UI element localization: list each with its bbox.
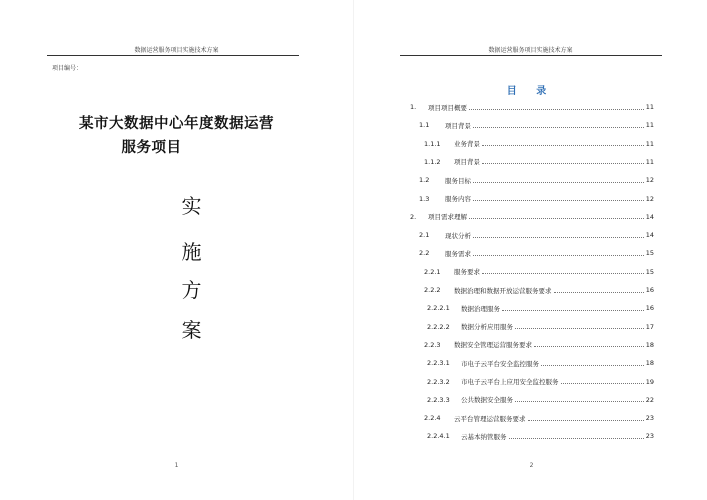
toc-entry[interactable] xyxy=(427,395,654,405)
toc-entry-number: 2.2.3.1 xyxy=(427,359,450,368)
toc-entry-page: 16 xyxy=(645,304,654,313)
toc-leader-dots xyxy=(473,255,644,256)
toc-entry-number: 2.2.2.2 xyxy=(427,322,450,331)
toc-entry-text: 数据分析应用服务 xyxy=(461,323,513,332)
toc-entry-text: 现状分析 xyxy=(445,231,471,240)
page-number: 2 xyxy=(529,462,534,469)
toc-entry-number: 2.2.3.3 xyxy=(427,395,450,404)
toc-entry-text: 云平台管理运营服务要求 xyxy=(454,414,526,423)
toc-entry-page: 11 xyxy=(645,139,654,148)
page-header-title: 数据运营服务项目实施技术方案 xyxy=(488,47,573,54)
toc-entry-page: 12 xyxy=(645,176,654,185)
toc-entry-page: 19 xyxy=(645,377,654,386)
cover-big-char: 实 xyxy=(181,194,202,218)
toc-entry-page: 12 xyxy=(645,194,654,203)
cover-big-char: 方 xyxy=(181,278,202,302)
toc-leader-dots xyxy=(473,127,644,128)
header-rule xyxy=(47,55,299,56)
toc-entry[interactable] xyxy=(410,212,654,222)
toc-entry-number: 2.2.4.1 xyxy=(427,432,450,441)
toc-leader-dots xyxy=(515,401,644,402)
toc-entry-text: 服务要求 xyxy=(454,268,480,277)
toc-entry-page: 23 xyxy=(645,432,654,441)
toc-leader-dots xyxy=(482,273,644,274)
toc-entry-number: 2. xyxy=(410,212,417,221)
toc-entry-number: 2.2.3.2 xyxy=(427,377,450,386)
toc-entry[interactable] xyxy=(424,340,654,350)
toc-entry-text: 项目背景 xyxy=(454,158,480,167)
toc-title: 目 录 xyxy=(506,86,555,97)
toc-entry-number: 1.1 xyxy=(419,121,430,130)
toc-entry-page: 22 xyxy=(645,395,654,404)
toc-entry-page: 17 xyxy=(645,322,654,331)
toc-entry[interactable] xyxy=(419,175,654,185)
toc-entry-page: 15 xyxy=(645,267,654,276)
toc-leader-dots xyxy=(554,292,644,293)
cover-page xyxy=(0,0,353,500)
toc-entry-page: 14 xyxy=(645,231,654,240)
toc-entry-number: 2.1 xyxy=(419,231,430,240)
toc-entry-number: 2.2.2 xyxy=(424,286,441,294)
toc-entry-text: 项目背景 xyxy=(445,121,471,130)
project-number-label: 项目编号： xyxy=(52,65,83,72)
cover-title-line-2: 服务项目 xyxy=(121,140,182,156)
toc-entry[interactable] xyxy=(424,139,654,149)
toc-entry-number: 1.1.1 xyxy=(424,139,441,148)
cover-big-char: 案 xyxy=(181,318,202,342)
toc-entry[interactable] xyxy=(424,285,654,295)
toc-entry-page: 15 xyxy=(645,249,654,258)
toc-leader-dots xyxy=(482,163,644,164)
toc-entry[interactable] xyxy=(427,431,654,441)
toc-leader-dots xyxy=(473,237,644,238)
toc-entry-text: 数据治理服务 xyxy=(461,304,500,313)
toc-leader-dots xyxy=(534,346,644,347)
toc-entry[interactable] xyxy=(427,377,654,387)
toc-entry-text: 市电子云平台安全监控服务 xyxy=(461,359,539,368)
toc-leader-dots xyxy=(541,365,644,366)
page-number: 1 xyxy=(174,462,179,469)
toc-entry-page: 11 xyxy=(645,121,654,130)
toc-entry-page: 18 xyxy=(645,359,654,368)
toc-leader-dots xyxy=(473,182,644,183)
toc-entry-number: 2.2.4 xyxy=(424,414,441,423)
toc-page xyxy=(354,0,707,500)
toc-leader-dots xyxy=(469,109,644,110)
header-rule xyxy=(400,55,662,56)
toc-entry[interactable] xyxy=(424,267,654,277)
toc-entry[interactable] xyxy=(424,413,654,423)
toc-leader-dots xyxy=(502,310,644,311)
toc-entry[interactable] xyxy=(419,248,654,258)
toc-entry-text: 云基本纳管服务 xyxy=(461,432,507,441)
toc-entry-text: 数据治理和数据开放运营服务要求 xyxy=(454,286,552,295)
toc-entry[interactable] xyxy=(419,230,654,240)
toc-entry-number: 2.2.1 xyxy=(424,267,441,276)
toc-entry[interactable] xyxy=(427,322,654,332)
cover-title-line-1: 某市大数据中心年度数据运营 xyxy=(79,116,274,132)
toc-entry-text: 数据安全管理运营服务要求 xyxy=(454,341,532,350)
toc-leader-dots xyxy=(509,438,644,439)
toc-leader-dots xyxy=(528,420,644,421)
toc-entry-number: 2.2 xyxy=(419,249,430,258)
toc-entry[interactable] xyxy=(427,358,654,368)
toc-entry-text: 业务背景 xyxy=(454,140,480,149)
toc-entry-text: 公共数据安全服务 xyxy=(461,396,513,405)
toc-leader-dots xyxy=(515,328,644,329)
toc-entry[interactable] xyxy=(427,303,654,313)
toc-entry-text: 服务需求 xyxy=(445,249,471,258)
toc-entry-text: 项目项目概要 xyxy=(428,103,467,112)
cover-big-char: 施 xyxy=(181,240,202,264)
toc-leader-dots xyxy=(469,218,644,219)
toc-entry-number: 2.2.2.1 xyxy=(427,304,450,313)
toc-entry-page: 16 xyxy=(645,286,654,294)
page-header-title: 数据运营服务项目实施技术方案 xyxy=(134,47,219,54)
toc-leader-dots xyxy=(482,145,644,146)
toc-leader-dots xyxy=(473,200,644,201)
toc-entry-page: 18 xyxy=(645,340,654,349)
toc-entry-text: 服务目标 xyxy=(445,176,471,185)
toc-entry-text: 服务内容 xyxy=(445,195,471,203)
toc-entry-page: 23 xyxy=(645,414,654,423)
toc-entry[interactable] xyxy=(410,102,654,112)
toc-entry-number: 1. xyxy=(410,103,417,111)
toc-entry[interactable] xyxy=(424,157,654,167)
toc-entry-text: 市电子云平台上应用安全监控服务 xyxy=(461,378,559,386)
toc-entry[interactable] xyxy=(419,194,654,204)
toc-entry-number: 1.2 xyxy=(419,176,430,185)
toc-entry-page: 14 xyxy=(645,212,654,221)
toc-entry-number: 1.3 xyxy=(419,194,430,203)
toc-entry-page: 11 xyxy=(645,103,654,111)
toc-entry-number: 1.1.2 xyxy=(424,157,441,166)
toc-entry-number: 2.2.3 xyxy=(424,340,441,349)
toc-entry[interactable] xyxy=(419,120,654,130)
toc-entry-page: 11 xyxy=(645,157,654,166)
toc-leader-dots xyxy=(561,383,644,384)
toc-entry-text: 项目需求理解 xyxy=(428,213,467,222)
